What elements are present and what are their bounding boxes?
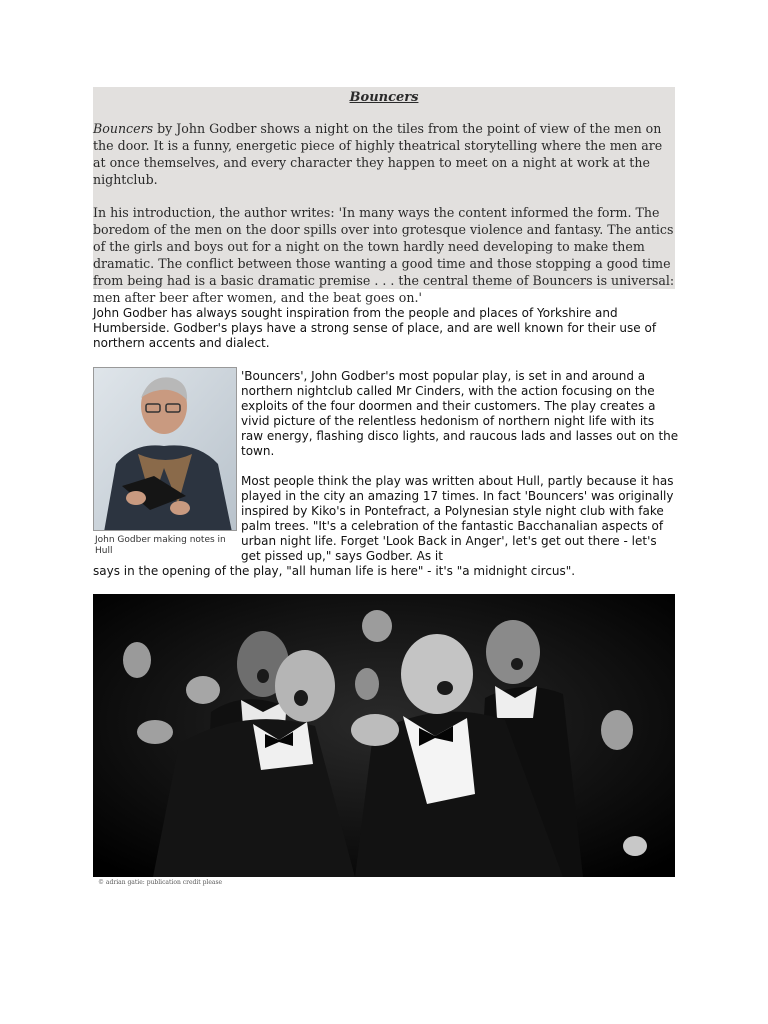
intro-box bbox=[93, 87, 675, 305]
photo-credit: © adrian gatie: publication credit please bbox=[98, 879, 223, 886]
author-photo-image bbox=[94, 368, 237, 531]
author-photo bbox=[93, 367, 237, 531]
body-paragraph-2: 'Bouncers', John Godber's most popular play, is set in and around a northern nightclub called Mr Cinders, with the action focusing on the exploits of the four doormen and their customers. The play creates a vivid picture of the relentless hedonism of northern night life with its raw energy, flashing disco lights, and raucous lads and lasses out on the town. bbox=[241, 369, 679, 458]
body-paragraph-3: Most people think the play was written about Hull, partly because it has played in the city an amazing 17 times. In fact 'Bouncers' was originally inspired by Kiko's in Pontefract, a Polynesian style night club with fake palm trees. "It's a celebration of the fantastic Bacchanalian aspects of urban night life. Forget 'Look Back in Anger', let's get out there - let's get pissed up," says Godber. As it bbox=[241, 474, 674, 563]
play-title-italic: Bouncers bbox=[93, 121, 154, 136]
intro-paragraph-1-text: by John Godber shows a night on the tiles from the point of view of the men on the door. It is a funny, energetic piece of highly theatrical storytelling where the men are at once themselves, and every character they happen to meet on a night at work at the nightclub. bbox=[93, 121, 663, 187]
intro-title: Bouncers bbox=[349, 90, 419, 105]
body-paragraph-3-continued: says in the opening of the play, "all human life is here" - it's "a midnight circus". bbox=[93, 564, 576, 578]
body-paragraph-1: John Godber has always sought inspiration from the people and places of Yorkshire and Humberside. Godber's plays have a strong sense of place, and are well known for their use of northern accents and dialect. bbox=[93, 306, 657, 350]
bouncers-cast-photo-image bbox=[93, 594, 675, 877]
bouncers-cast-photo bbox=[93, 594, 675, 877]
author-photo-caption: John Godber making notes in Hull bbox=[95, 535, 226, 556]
intro-paragraph-2: In his introduction, the author writes: 'In many ways the content informed the form. The boredom of the men on the door spills over into grotesque violence and fantasy. The antics of the girls and boys out for a night on the town hardly need developing to make them dramatic. The conflict between those wanting a good time and those stopping a good time from being had is a basic dramatic premise . . . the central theme of Bouncers is universal: men after beer after women, and the beat goes on.' bbox=[93, 205, 675, 305]
intro-paragraph-1 bbox=[93, 120, 675, 188]
